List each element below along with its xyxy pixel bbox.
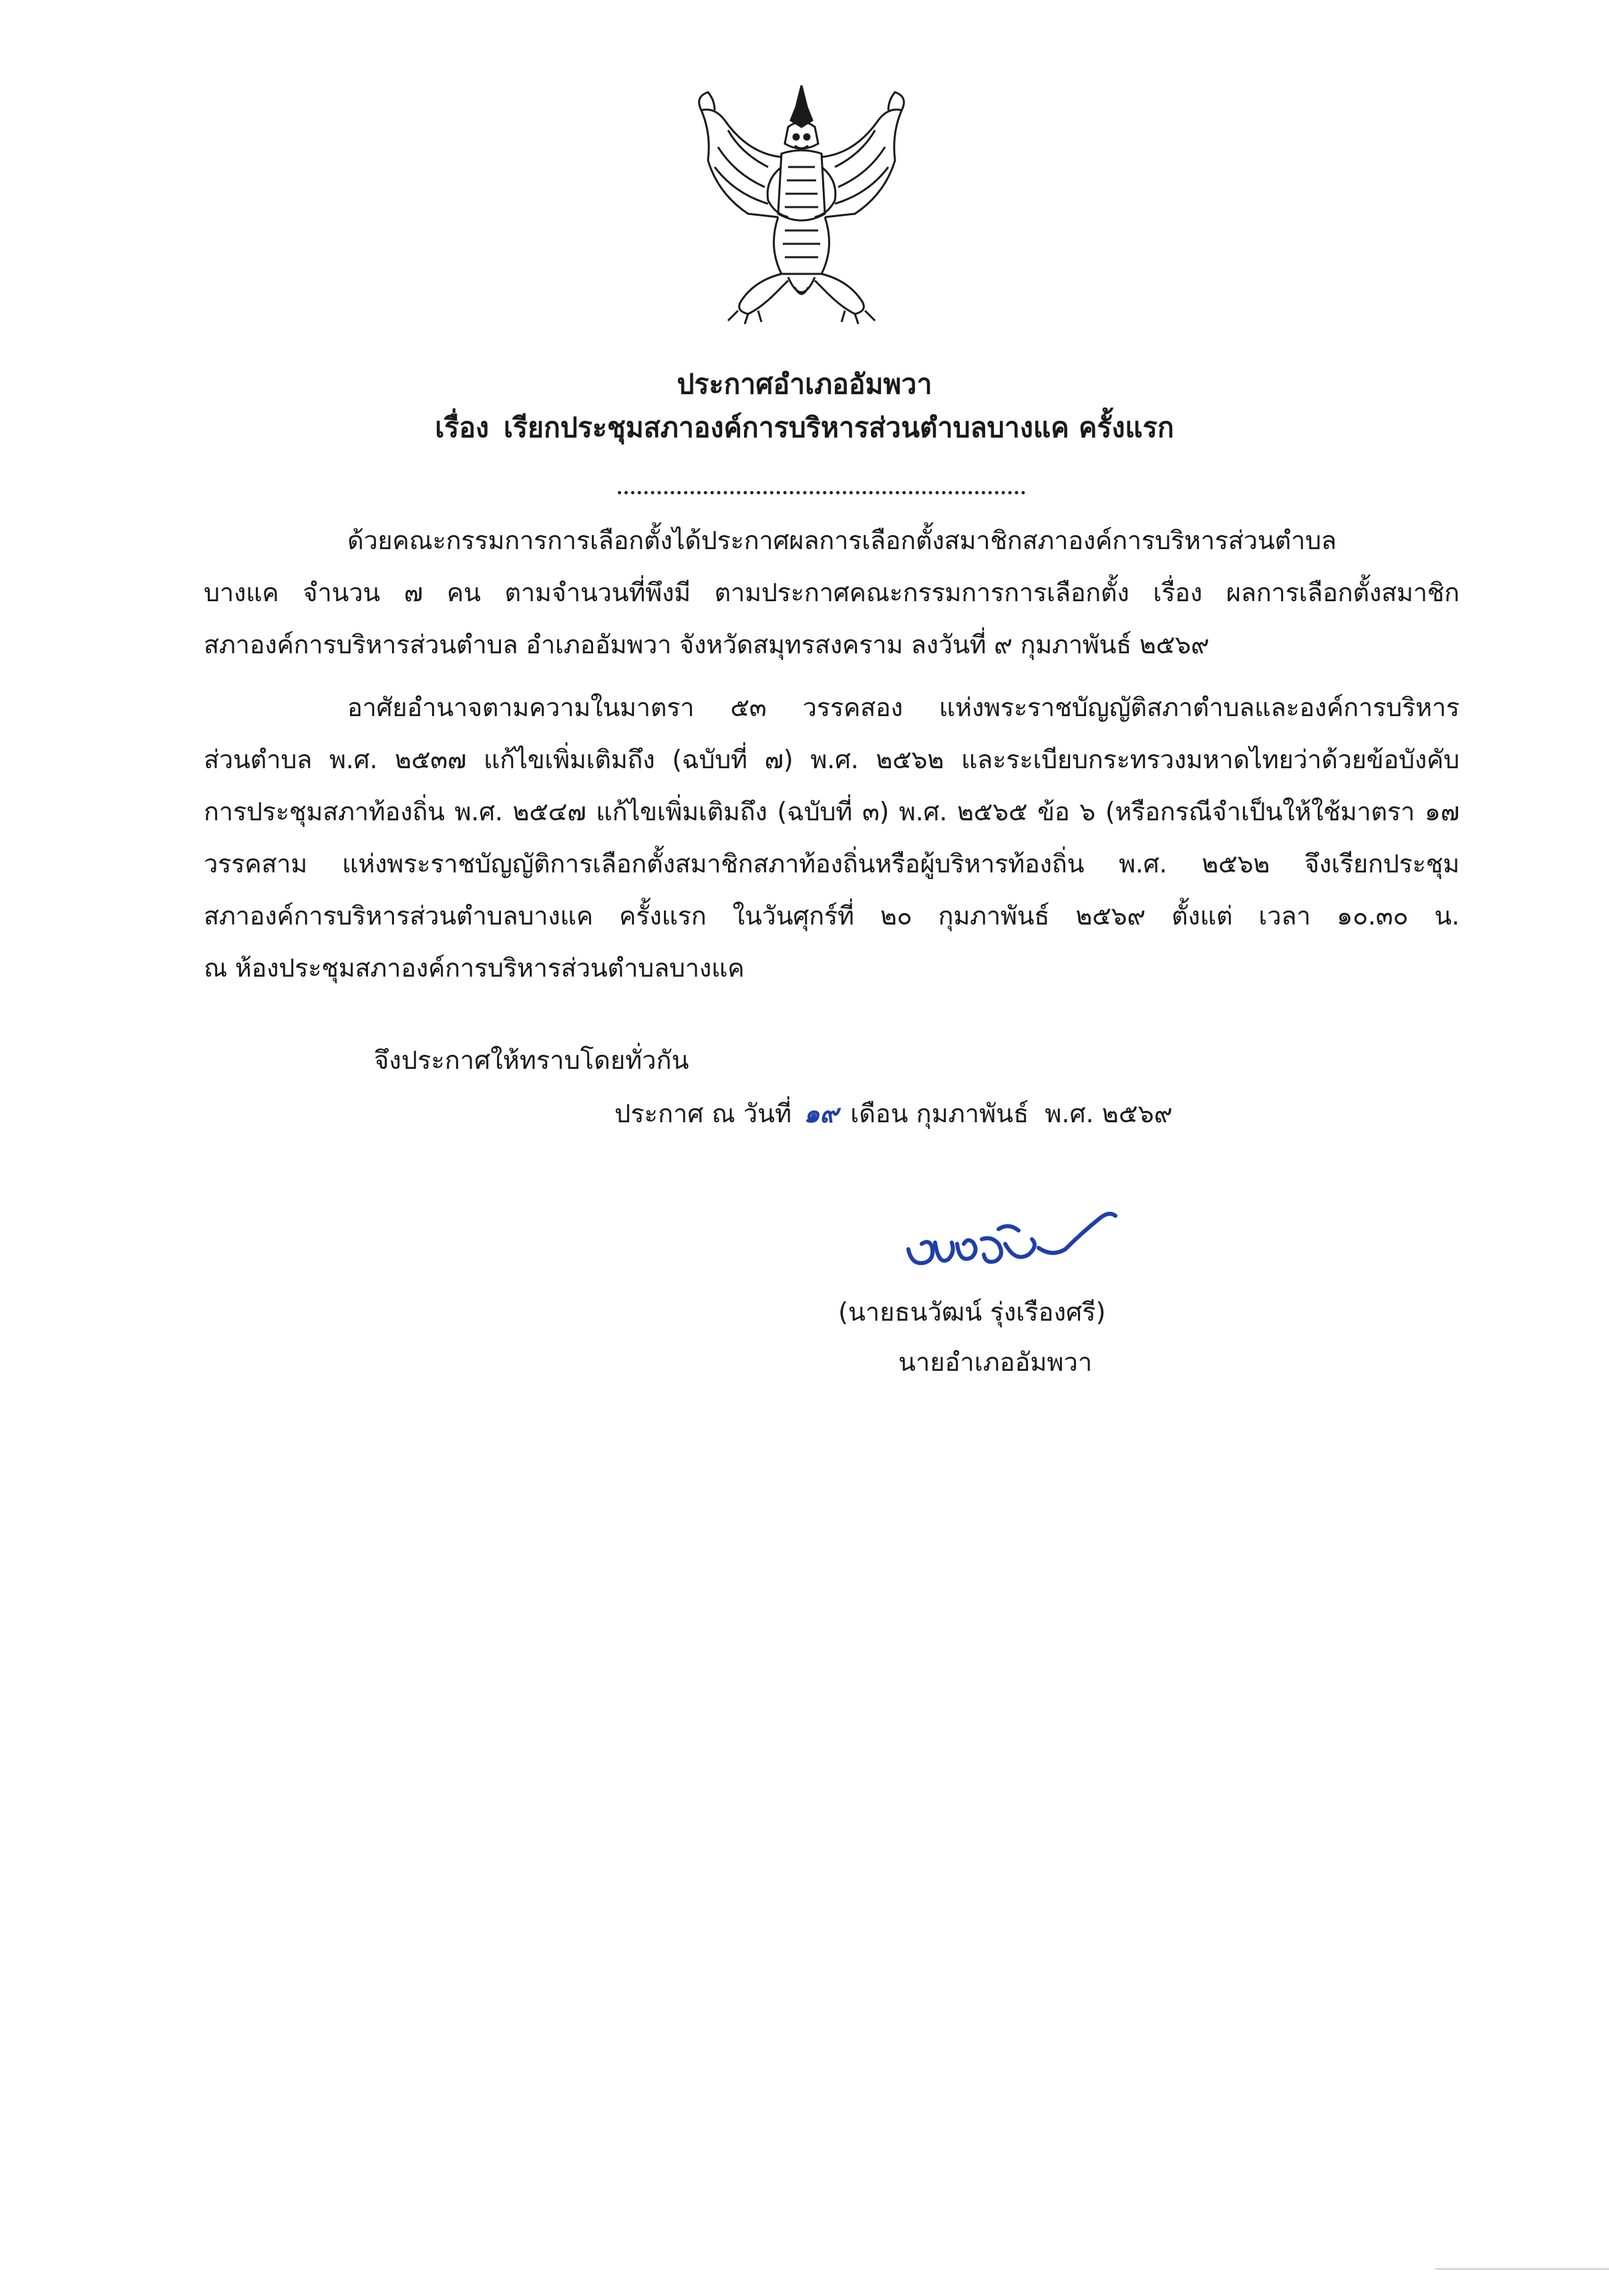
para2-line-2: ส่วนตำบล พ.ศ. ๒๕๓๗ แก้ไขเพิ่มเติมถึง (ฉบับที่ ๗) พ.ศ. ๒๕๖๒ และระเบียบกระทรวงมหาดไทยว่าด้วยข้อบังคับ xyxy=(204,745,1459,774)
subject-label: เรื่อง xyxy=(435,412,489,444)
subject-text: เรียกประชุมสภาองค์การบริหารส่วนตำบลบางแค ครั้งแรก xyxy=(503,412,1174,444)
announcement-subject xyxy=(0,414,1609,442)
para1-line-2: บางแค จำนวน ๗ คน ตามจำนวนที่พึงมี ตามประกาศคณะกรรมการการเลือกตั้ง เรื่อง ผลการเลือกตั้งสมาชิก xyxy=(204,578,1459,607)
handwritten-signature xyxy=(898,1202,1125,1283)
garuda-emblem xyxy=(688,80,915,327)
date-prefix: ประกาศ ณ วันที่ xyxy=(614,1099,792,1128)
garuda-emblem-graphic xyxy=(688,80,915,327)
signer-position: นายอำเภออัมพวา xyxy=(898,1347,1093,1377)
date-month: เดือน กุมภาพันธ์ xyxy=(850,1099,1029,1128)
dotted-separator xyxy=(618,491,1025,494)
signature-graphic xyxy=(898,1202,1125,1283)
para1-line-3: สภาองค์การบริหารส่วนตำบล อำเภออัมพวา จังหวัดสมุทรสงคราม ลงวันที่ ๙ กุมภาพันธ์ ๒๕๖๙ xyxy=(204,630,1210,659)
para2-line-5: สภาองค์การบริหารส่วนตำบลบางแค ครั้งแรก ในวันศุกร์ที่ ๒๐ กุมภาพันธ์ ๒๕๖๙ ตั้งแต่ เวลา ๑๐.๓๐ น. xyxy=(204,901,1459,931)
para2-line-3: การประชุมสภาท้องถิ่น พ.ศ. ๒๕๔๗ แก้ไขเพิ่มเติมถึง (ฉบับที่ ๓) พ.ศ. ๒๕๖๕ ข้อ ๖ (หรือกรณีจำเป็นให้ใช้มาตรา ๑๗ xyxy=(204,797,1459,826)
para1-line-1: ด้วยคณะกรรมการการเลือกตั้งได้ประกาศผลการเลือกตั้งสมาชิกสภาองค์การบริหารส่วนตำบล xyxy=(347,526,1336,555)
announcement-title: ประกาศอำเภออัมพวา xyxy=(677,368,932,400)
signer-name: (นายธนวัฒน์ รุ่งเรืองศรี) xyxy=(838,1297,1106,1327)
announcement-date xyxy=(614,1101,1173,1126)
para2-line-1: อาศัยอำนาจตามความในมาตรา ๕๓ วรรคสอง แห่งพระราชบัญญัติสภาตำบลและองค์การบริหาร xyxy=(347,693,1459,722)
para2-line-4: วรรคสาม แห่งพระราชบัญญัติการเลือกตั้งสมาชิกสภาท้องถิ่นหรือผู้บริหารท้องถิ่น พ.ศ. ๒๕๖๒ จึงเรียกประชุม xyxy=(204,849,1459,878)
para2-line-6: ณ ห้องประชุมสภาองค์การบริหารส่วนตำบลบางแค xyxy=(204,953,745,983)
closing-statement: จึงประกาศให้ทราบโดยทั่วกัน xyxy=(374,1045,689,1075)
handwritten-day: ๑๙ xyxy=(803,1099,839,1128)
scan-edge-mark xyxy=(1435,2268,1609,2270)
date-year: พ.ศ. ๒๕๖๙ xyxy=(1045,1099,1173,1128)
